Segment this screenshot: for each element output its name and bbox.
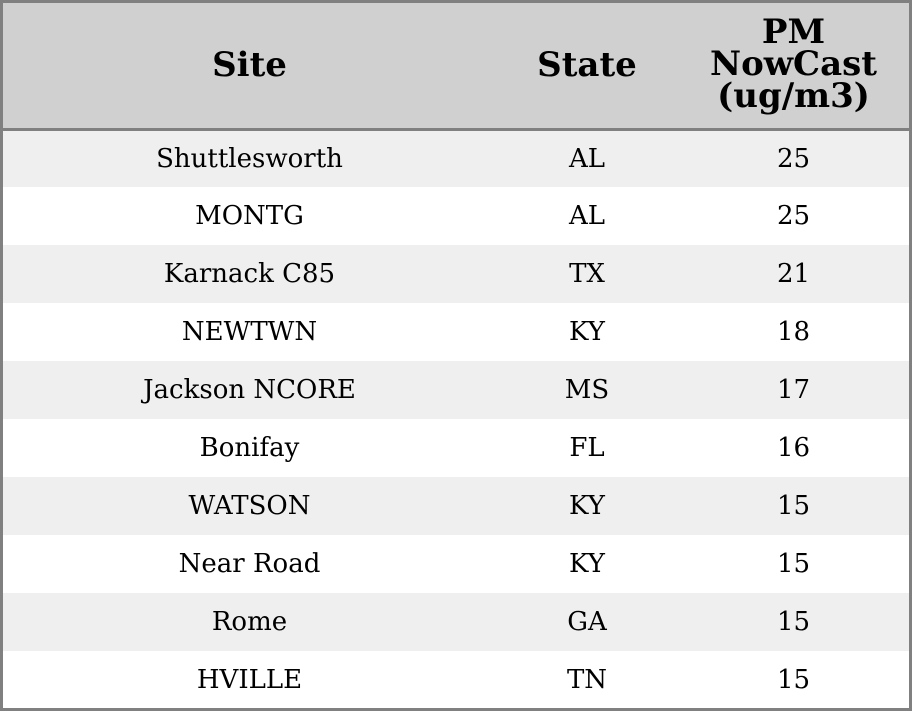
- table-row: [3, 361, 909, 419]
- cell-pm-nowcast: 25: [776, 201, 811, 231]
- cell-site: Karnack C85: [163, 259, 336, 289]
- cell-site: MONTG: [195, 201, 304, 231]
- cell-state: GA: [567, 607, 607, 637]
- table-row: [3, 245, 909, 303]
- header-site: Site: [3, 3, 496, 129]
- header-pm-nowcast: [678, 3, 909, 129]
- cell-site: NEWTWN: [181, 317, 318, 347]
- cell-site: Shuttlesworth: [156, 143, 343, 174]
- table-row: [3, 129, 909, 187]
- pm-nowcast-table: [3, 3, 909, 709]
- table-row: [3, 419, 909, 477]
- cell-site: HVILLE: [196, 665, 303, 695]
- header-pm-line-2: NowCast: [710, 44, 877, 85]
- cell-pm-nowcast: 25: [776, 143, 811, 174]
- cell-pm-nowcast: 21: [776, 259, 811, 289]
- cell-state: KY: [569, 491, 605, 521]
- header-row: [3, 3, 909, 129]
- table-row: [3, 535, 909, 593]
- cell-state: TN: [566, 665, 608, 695]
- cell-pm-nowcast: 15: [776, 665, 811, 695]
- cell-state: FL: [569, 433, 605, 463]
- table-body: [3, 129, 909, 709]
- table-row: [3, 593, 909, 651]
- cell-pm-nowcast: 15: [776, 549, 811, 579]
- table-row: [3, 477, 909, 535]
- cell-state: KY: [569, 549, 605, 579]
- cell-pm-nowcast: 16: [776, 433, 811, 463]
- cell-site: Bonifay: [199, 433, 300, 463]
- table-header: [3, 3, 909, 129]
- cell-state: AL: [568, 201, 606, 231]
- cell-pm-nowcast: 18: [776, 317, 811, 347]
- cell-site: Rome: [211, 607, 288, 637]
- header-pm-line-3: (ug/m3): [717, 76, 870, 117]
- table-row: [3, 651, 909, 709]
- cell-pm-nowcast: 17: [776, 375, 811, 405]
- header-state: State: [496, 3, 678, 129]
- cell-state: MS: [564, 375, 610, 405]
- header-pm-line-1: PM: [761, 12, 826, 53]
- table-row: [3, 187, 909, 245]
- table-row: [3, 303, 909, 361]
- cell-state: AL: [568, 143, 606, 174]
- cell-pm-nowcast: 15: [776, 491, 811, 521]
- cell-site: Near Road: [178, 549, 321, 579]
- cell-state: TX: [569, 259, 605, 289]
- cell-pm-nowcast: 15: [776, 607, 811, 637]
- cell-site: WATSON: [188, 491, 311, 521]
- cell-site: Jackson NCORE: [143, 375, 356, 405]
- cell-state: KY: [569, 317, 605, 347]
